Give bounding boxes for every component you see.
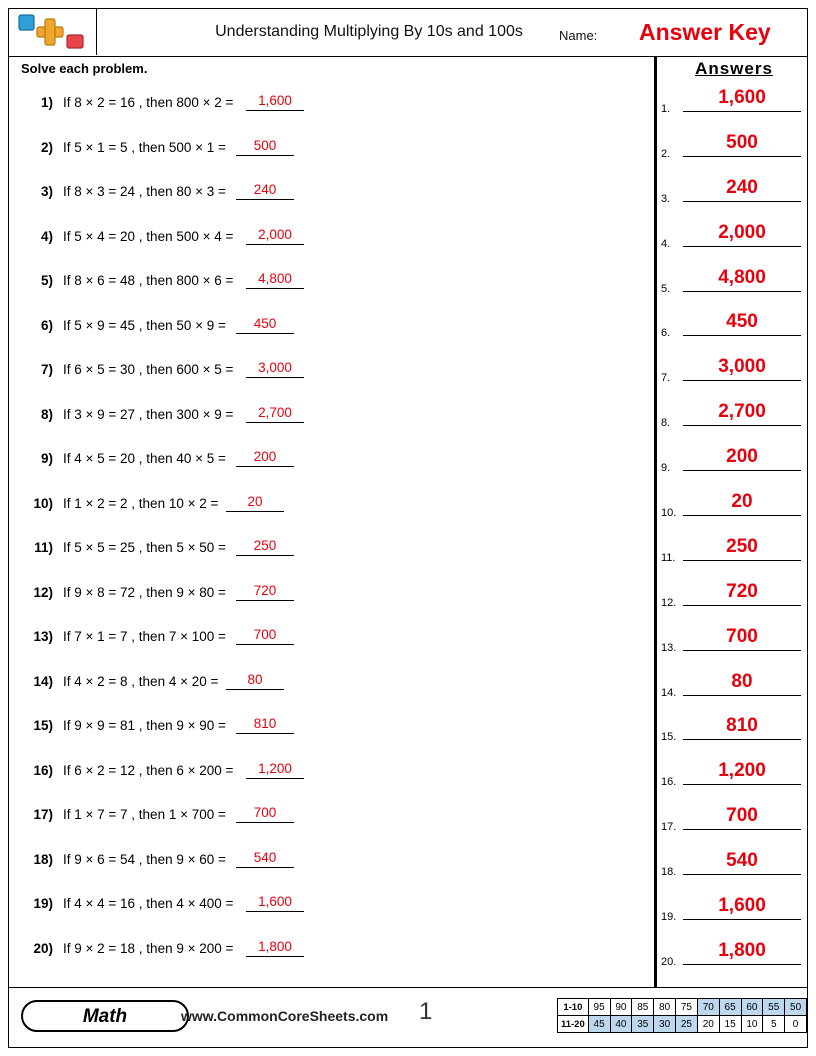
problem-answer-blank[interactable]: 80	[226, 672, 284, 690]
problem-answer-blank[interactable]: 500	[236, 138, 294, 156]
problem-text: If 9 × 2 = 18 , then 9 × 200 =	[63, 940, 234, 956]
score-cell[interactable]: 55	[763, 999, 785, 1016]
answer-value[interactable]: 540	[683, 850, 801, 875]
answer-row	[661, 489, 807, 534]
answer-number: 4.	[661, 237, 671, 250]
answer-row	[661, 713, 807, 758]
problem-text: If 6 × 5 = 30 , then 600 × 5 =	[63, 362, 234, 377]
answer-number: 12.	[661, 596, 677, 609]
problem-row	[21, 530, 641, 575]
answer-key-badge: Answer Key	[639, 19, 771, 45]
problem-answer-blank[interactable]: 720	[236, 583, 294, 601]
problem-text: If 1 × 2 = 2 , then 10 × 2 =	[63, 495, 219, 511]
problem-answer-blank[interactable]: 810	[236, 716, 294, 734]
problem-number: 3)	[40, 184, 53, 199]
answer-value[interactable]: 700	[683, 626, 801, 651]
score-row-label: 1-10	[558, 999, 589, 1016]
answer-row	[661, 534, 807, 579]
score-cell[interactable]: 60	[741, 999, 763, 1016]
answer-value[interactable]: 1,600	[683, 87, 801, 112]
answer-row	[661, 444, 807, 489]
problem-number: 20)	[33, 940, 53, 956]
problem-answer-blank[interactable]: 700	[236, 627, 294, 645]
answer-number: 18.	[661, 866, 677, 879]
answer-number: 7.	[661, 372, 671, 385]
score-cell[interactable]: 35	[632, 1016, 654, 1033]
score-cell[interactable]: 90	[610, 999, 632, 1016]
problem-text: If 3 × 9 = 27 , then 300 × 9 =	[63, 406, 234, 422]
answer-value[interactable]: 2,000	[683, 222, 801, 247]
answer-value[interactable]: 20	[683, 491, 801, 516]
answer-number: 9.	[661, 462, 671, 475]
problem-number: 11)	[34, 540, 53, 555]
problem-row	[21, 397, 641, 442]
answer-row	[661, 758, 807, 803]
score-cell[interactable]: 45	[588, 1016, 610, 1033]
score-cell[interactable]: 65	[719, 999, 741, 1016]
answer-row	[661, 803, 807, 848]
problem-text: If 8 × 3 = 24 , then 80 × 3 =	[63, 184, 226, 199]
problem-answer-blank[interactable]: 1,600	[246, 894, 304, 912]
answers-heading: Answers	[695, 59, 773, 78]
answer-number: 15.	[661, 731, 677, 744]
score-cell[interactable]: 15	[719, 1016, 741, 1033]
problem-answer-blank[interactable]: 1,600	[246, 93, 304, 111]
problem-number: 4)	[40, 228, 53, 244]
problem-answer-blank[interactable]: 4,800	[246, 271, 304, 289]
problem-answer-blank[interactable]: 700	[236, 805, 294, 823]
answer-value[interactable]: 2,700	[683, 401, 801, 426]
score-cell[interactable]: 85	[632, 999, 654, 1016]
score-cell[interactable]: 0	[785, 1016, 807, 1033]
problem-answer-blank[interactable]: 20	[226, 494, 284, 512]
answer-row	[661, 669, 807, 714]
answer-row	[661, 85, 807, 130]
problem-text: If 8 × 6 = 48 , then 800 × 6 =	[63, 273, 234, 288]
problem-number: 17)	[33, 807, 53, 822]
problem-text: If 1 × 7 = 7 , then 1 × 700 =	[63, 807, 226, 822]
problem-answer-blank[interactable]: 240	[236, 182, 294, 200]
website-url[interactable]: www.CommonCoreSheets.com	[181, 1008, 389, 1024]
answer-row	[661, 265, 807, 310]
answer-row	[661, 579, 807, 624]
answer-number: 1.	[661, 103, 671, 115]
answer-row	[661, 354, 807, 399]
problem-number: 8)	[40, 406, 53, 422]
problem-number: 5)	[40, 273, 53, 288]
problem-text: If 9 × 6 = 54 , then 9 × 60 =	[63, 851, 226, 867]
score-table	[557, 998, 807, 1033]
score-cell[interactable]: 40	[610, 1016, 632, 1033]
problem-text: If 4 × 2 = 8 , then 4 × 20 =	[63, 673, 219, 689]
answer-value[interactable]: 720	[683, 581, 801, 606]
problem-text: If 9 × 9 = 81 , then 9 × 90 =	[63, 718, 226, 733]
answer-number: 14.	[661, 686, 677, 699]
answer-row	[661, 399, 807, 444]
score-cell[interactable]: 30	[654, 1016, 676, 1033]
answer-number: 16.	[661, 776, 677, 789]
problem-row	[21, 575, 641, 620]
problem-number: 1)	[40, 95, 53, 110]
problem-row	[21, 664, 641, 709]
problem-text: If 5 × 5 = 25 , then 5 × 50 =	[63, 540, 226, 555]
problem-row	[21, 263, 641, 308]
worksheet-header	[9, 9, 807, 57]
score-cell[interactable]: 75	[676, 999, 698, 1016]
answer-value[interactable]: 250	[683, 536, 801, 561]
problem-row	[21, 797, 641, 842]
score-cell[interactable]: 95	[588, 999, 610, 1016]
answer-value[interactable]: 1,200	[683, 760, 801, 785]
answer-row	[661, 220, 807, 265]
problem-number: 12)	[33, 584, 53, 600]
answer-number: 3.	[661, 192, 671, 205]
problem-row	[21, 219, 641, 264]
problem-answer-blank[interactable]: 3,000	[246, 360, 304, 378]
answer-number: 2.	[661, 147, 671, 160]
problem-text: If 6 × 2 = 12 , then 6 × 200 =	[63, 762, 234, 778]
score-cell[interactable]: 5	[763, 1016, 785, 1033]
problem-answer-blank[interactable]: 540	[236, 850, 294, 868]
problem-text: If 9 × 8 = 72 , then 9 × 80 =	[63, 584, 226, 600]
problem-number: 7)	[40, 362, 53, 377]
answer-number: 8.	[661, 417, 671, 430]
problem-row	[21, 85, 641, 130]
subject-badge: Math	[21, 1000, 189, 1032]
answer-row	[661, 938, 807, 983]
answer-number: 11.	[661, 551, 676, 564]
score-cell[interactable]: 80	[654, 999, 676, 1016]
problem-answer-blank[interactable]: 2,000	[246, 227, 304, 245]
problem-row	[21, 441, 641, 486]
problem-row	[21, 619, 641, 664]
score-cell[interactable]: 50	[785, 999, 807, 1016]
answer-number: 6.	[661, 327, 671, 340]
column-divider	[654, 57, 657, 987]
problem-number: 6)	[40, 317, 53, 333]
problem-number: 2)	[40, 139, 53, 155]
plus-blocks-logo-icon	[17, 13, 89, 53]
problem-answer-blank[interactable]: 1,200	[246, 761, 304, 779]
problem-answer-blank[interactable]: 2,700	[246, 405, 304, 423]
instructions: Solve each problem.	[21, 61, 148, 76]
score-cell[interactable]: 20	[697, 1016, 719, 1033]
problem-row	[21, 931, 641, 976]
problem-row	[21, 174, 641, 219]
problem-answer-blank[interactable]: 200	[236, 449, 294, 467]
answer-row	[661, 848, 807, 893]
problem-text: If 4 × 4 = 16 , then 4 × 400 =	[63, 896, 234, 911]
problem-number: 13)	[33, 629, 53, 644]
answer-number: 20.	[661, 955, 677, 968]
problem-text: If 5 × 4 = 20 , then 500 × 4 =	[63, 228, 234, 244]
page-title: Understanding Multiplying By 10s and 100s	[215, 23, 523, 40]
answer-value[interactable]: 4,800	[683, 267, 801, 292]
answer-row	[661, 130, 807, 175]
problem-number: 14)	[33, 673, 53, 689]
problem-row	[21, 842, 641, 887]
worksheet-footer	[9, 987, 807, 1047]
score-cell[interactable]: 70	[697, 999, 719, 1016]
answer-number: 10.	[661, 507, 677, 520]
answer-value[interactable]: 80	[683, 671, 801, 696]
answer-number: 5.	[661, 282, 671, 295]
problem-row	[21, 486, 641, 531]
problem-row	[21, 308, 641, 353]
answer-value[interactable]: 500	[683, 132, 801, 157]
problem-text: If 8 × 2 = 16 , then 800 × 2 =	[63, 95, 234, 110]
worksheet-page	[8, 8, 808, 1048]
answer-value[interactable]: 1,600	[683, 895, 801, 920]
answer-number: 19.	[661, 911, 677, 924]
answer-value[interactable]: 3,000	[683, 356, 801, 381]
problem-number: 10)	[33, 495, 53, 511]
problem-row	[21, 708, 641, 753]
problem-answer-blank[interactable]: 450	[236, 316, 294, 334]
problem-text: If 4 × 5 = 20 , then 40 × 5 =	[63, 451, 226, 466]
problem-row	[21, 753, 641, 798]
logo-container	[9, 9, 97, 55]
score-row-label: 11-20	[558, 1016, 589, 1033]
problem-number: 16)	[33, 762, 53, 778]
problem-list	[21, 85, 641, 975]
answer-row	[661, 309, 807, 354]
problem-text: If 7 × 1 = 7 , then 7 × 100 =	[63, 629, 226, 644]
answer-value[interactable]: 200	[683, 446, 801, 471]
answer-value[interactable]: 810	[683, 715, 801, 740]
problem-text: If 5 × 1 = 5 , then 500 × 1 =	[63, 139, 226, 155]
score-cell[interactable]: 25	[676, 1016, 698, 1033]
problem-number: 9)	[40, 451, 53, 466]
problem-answer-blank[interactable]: 250	[236, 538, 294, 556]
name-label: Name:	[559, 28, 598, 43]
answer-value[interactable]: 240	[683, 177, 801, 202]
score-cell[interactable]: 10	[741, 1016, 763, 1033]
problem-answer-blank[interactable]: 1,800	[246, 939, 304, 957]
score-row	[558, 999, 807, 1016]
answer-row	[661, 893, 807, 938]
answer-number: 17.	[661, 821, 677, 834]
problem-text: If 5 × 9 = 45 , then 50 × 9 =	[63, 317, 226, 333]
answer-row	[661, 624, 807, 669]
problem-row	[21, 886, 641, 931]
answer-list	[661, 85, 807, 983]
answer-row	[661, 175, 807, 220]
answer-value[interactable]: 1,800	[683, 940, 801, 965]
problem-row	[21, 130, 641, 175]
page-number: 1	[419, 998, 433, 1025]
problem-number: 19)	[33, 896, 53, 911]
answer-number: 13.	[661, 641, 677, 654]
problem-number: 18)	[33, 851, 53, 867]
answer-value[interactable]: 450	[683, 311, 801, 336]
answer-value[interactable]: 700	[683, 805, 801, 830]
score-row	[558, 1016, 807, 1033]
problem-number: 15)	[33, 718, 53, 733]
problem-row	[21, 352, 641, 397]
